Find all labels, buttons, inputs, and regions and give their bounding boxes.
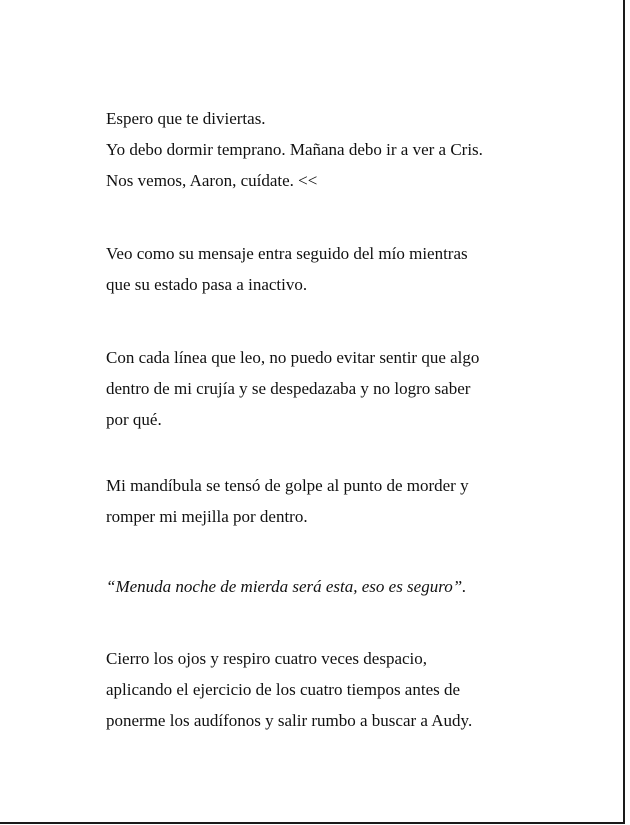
text-line: Espero que te diviertas. (106, 109, 266, 128)
paragraph-1 (106, 103, 586, 196)
text-line: que su estado pasa a inactivo. (106, 275, 308, 294)
text-line: “Menuda noche de mierda será esta, eso es seguro”. (106, 577, 467, 596)
paragraph-3 (106, 342, 586, 435)
text-line: aplicando el ejercicio de los cuatro tiempos antes de (106, 680, 461, 699)
paragraph-6 (106, 643, 586, 736)
text-line: ponerme los audífonos y salir rumbo a buscar a Audy. (106, 711, 473, 730)
text-line: Yo debo dormir temprano. Mañana debo ir a ver a Cris. (106, 140, 483, 159)
text-line: dentro de mi crujía y se despedazaba y no logro saber (106, 379, 471, 398)
text-line: Nos vemos, Aaron, cuídate. << (106, 171, 318, 190)
text-line: Veo como su mensaje entra seguido del mío mientras (106, 244, 468, 263)
text-line: Mi mandíbula se tensó de golpe al punto de morder y (106, 476, 469, 495)
paragraph-4 (106, 470, 586, 532)
text-line: por qué. (106, 410, 162, 429)
text-line: Con cada línea que leo, no puedo evitar sentir que algo (106, 348, 480, 367)
text-line: romper mi mejilla por dentro. (106, 507, 308, 526)
document-body (106, 103, 586, 736)
paragraph-2 (106, 238, 586, 300)
italic-quote-paragraph (106, 571, 586, 602)
text-line: Cierro los ojos y respiro cuatro veces despacio, (106, 649, 428, 668)
